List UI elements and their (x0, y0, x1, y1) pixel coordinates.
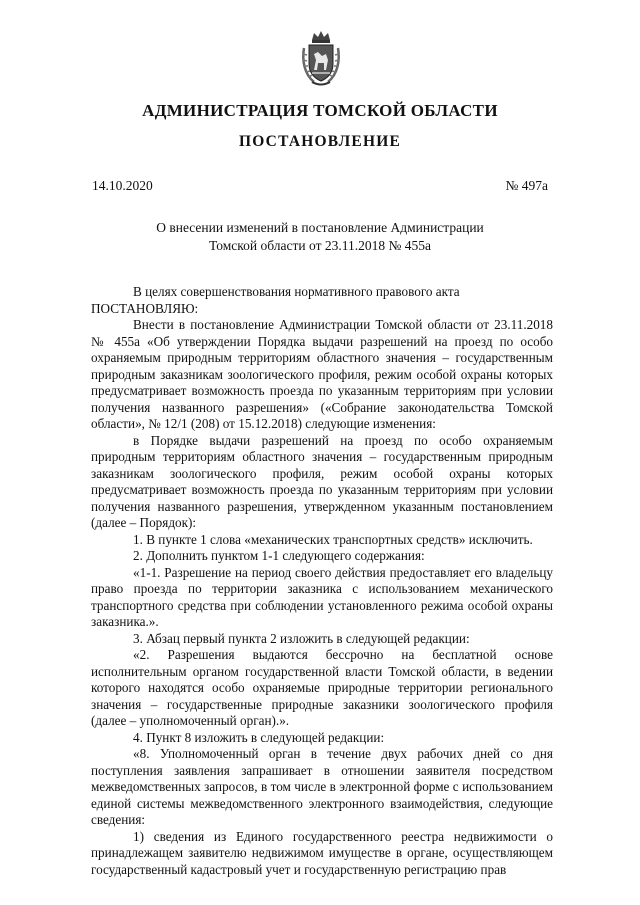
paragraph-item-2: 2. Дополнить пунктом 1-1 следующего содержания: (133, 548, 425, 563)
paragraph-item-8-text: «8. Уполномоченный орган в течение двух рабочих дней со дня поступления заявления запрашивает в отношении заявителя посредством межведомственных запросов, в том числе в электронной форме с использованием единой системы межведомственного электронного взаимодействия, следующие сведения: (91, 746, 553, 827)
paragraph-resolve: ПОСТАНОВЛЯЮ: (91, 300, 199, 316)
paragraph-item-1: 1. В пункте 1 слова «механических транспортных средств» исключить. (133, 531, 533, 547)
paragraph-item-4: 4. Пункт 8 изложить в следующей редакции: (133, 729, 385, 745)
paragraph-item-2-text: «2. Разрешения выдаются бессрочно на бесплатной основе исполнительным органом государственной власти Томской области, в ведении которого находятся особо охраняемые природные территории регионального значения – государственные природные заказники зоологического профиля (далее – уполномоченный орган).». (91, 647, 553, 728)
coat-of-arms-icon (300, 30, 342, 88)
paragraph-procedure: в Порядке выдачи разрешений на проезд по особо охраняемым природным территориям областного значения – государственным природным заказникам зоологического профиля, режим особой охраны которых предусматривает возможность проезда по указанным территориям при условии получения названного разрешения, утвержденном указанным постановлением (далее – Порядок): (91, 432, 553, 530)
paragraph-item-1-1-text: «1-1. Разрешение на период своего действия предоставляет его владельцу право проезда по территории заказника с использованием механического транспортного средства при соблюдении установленного режима особой охраны заказника.». (91, 564, 553, 629)
subject-line-1: О внесении изменений в постановление Администрации (156, 220, 484, 235)
document-date: 14.10.2020 (92, 178, 153, 193)
paragraph-amend-intro: Внести в постановление Администрации Томской области от 23.11.2018 № 455а «Об утверждении Порядка выдачи разрешений на проезд по особо охраняемым природным территориям областного значения – государственным природным заказникам зоологического профиля, режим особой охраны которых предусматривает возможность проезда по указанным территориям при условии получения названного разрешения» («Собрание законодательства Томской области», № 12/1 (208) от 15.12.2018) следующие изменения: (91, 317, 553, 431)
document-subject (0, 219, 640, 255)
document-number: № 497а (505, 178, 548, 193)
paragraph-subitem-1: 1) сведения из Единого государственного реестра недвижимости о принадлежащем заявителю недвижимом имуществе в органе, осуществляющем государственный кадастровый учет и государственную регистрацию прав (91, 828, 553, 877)
paragraph-item-3: 3. Абзац первый пункта 2 изложить в следующей редакции: (133, 630, 470, 646)
organization-title: АДМИНИСТРАЦИЯ ТОМСКОЙ ОБЛАСТИ (142, 101, 498, 120)
document-type-title: ПОСТАНОВЛЕНИЕ (238, 133, 402, 150)
subject-line-2: Томской области от 23.11.2018 № 455а (209, 238, 431, 253)
paragraph-purpose: В целях совершенствования нормативного правового акта (133, 284, 460, 299)
document-body (91, 284, 553, 878)
